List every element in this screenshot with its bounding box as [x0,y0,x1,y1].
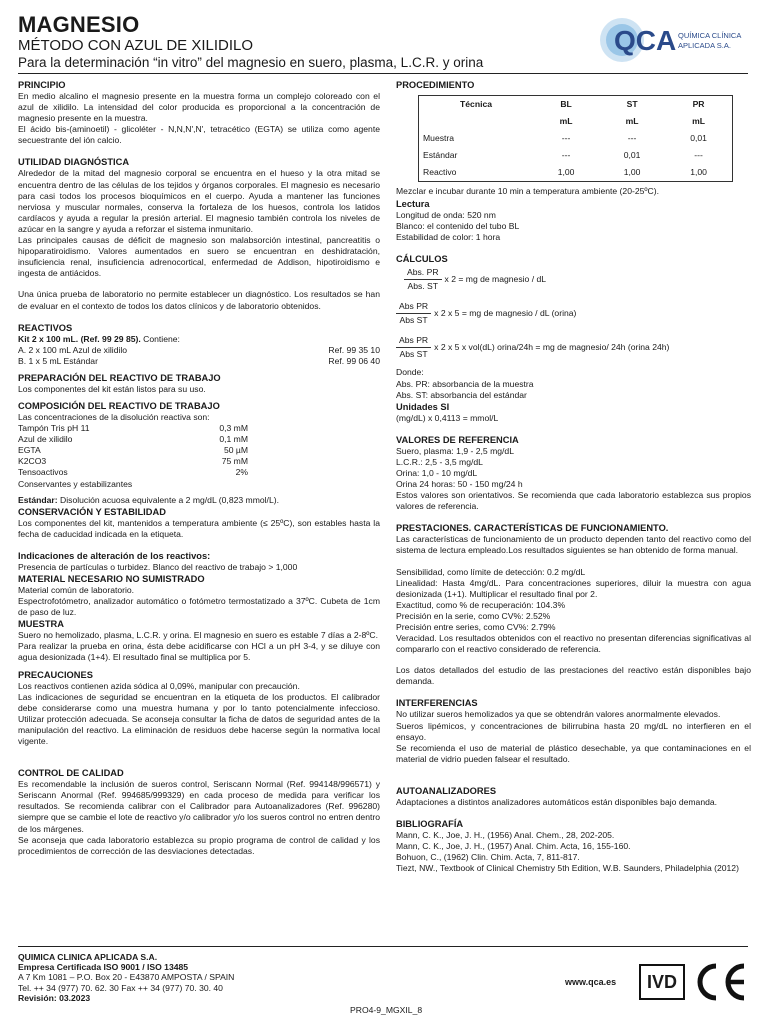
formula: $\frac{\text{Abs. PR}}{\text{Abs. ST}}$ x 2 = mg de magnesio / dL [404,267,751,292]
conservacion-title: CONSERVACIÓN Y ESTABILIDAD [18,506,166,517]
muestra-title: MUESTRA [18,619,64,630]
prestaciones-linealidad: Linealidad: Hasta 4mg/dL. Para concentraciones superiores, diluir la muestra con agua desionizada (1+1). Multiplicar el resultado final por 2. [396,577,751,599]
prestaciones-datos: Los datos detallados del estudio de las prestaciones del reactivo están disponibles bajo demanda. [396,665,751,687]
prestaciones-precision-serie: Precisión en la serie, como CV%: 2.52% [396,610,551,621]
reactivos-title: REACTIVOS [18,322,73,333]
doc-description: Para la determinación “in vitro” del magnesio en suero, plasma, L.C.R. y orina [18,55,484,70]
table-header-row: Técnica BL ST PR [460,99,705,109]
prestaciones-exactitud: Exactitud, como % de recuperación: 104.3% [396,599,566,610]
composicion-row: Azul de xilidilo 0,1 mM [18,434,248,445]
utilidad-title: UTILIDAD DIAGNÓSTICA [18,157,130,168]
lectura-line: Estabilidad de color: 1 hora [396,231,501,242]
principio-p2: El ácido bis-(aminoetil) - glicoléter - N,N,N',N', tetracético (EGTA) se utiliza como agente secuestrante del ión calcio. [18,124,380,146]
lectura-title: Lectura [396,198,430,209]
calculos-title: CÁLCULOS [396,253,448,264]
table-row: Estándar --- 0,01 --- [423,150,703,161]
composicion-row: Tensoactivos 2% [18,467,248,478]
footer-divider [18,946,748,947]
interferencias-p2: Sueros lipémicos, y concentraciones de bilirrubina hasta 20 mg/dL no interfieren en el ensayo. [396,720,751,742]
reactivo-item: B. 1 x 5 mL Estándar Ref. 99 06 40 [18,355,380,366]
prestaciones-intro: Las características de funcionamiento de un producto dependen tanto del reactivo como del sistema de lectura empleado.Los resultados siguientes se han obtenido de forma manual. [396,534,751,556]
conservacion-text: Los componentes del kit, mantenidos a temperatura ambiente (≤ 25ºC), son estables hasta la fecha de caducidad indicada en la etiqueta. [18,517,380,539]
lectura-line: Blanco: el contenido del tubo BL [396,220,520,231]
ce-mark-icon [690,960,750,1004]
valores-line: L.C.R.: 2,5 - 3,5 mg/dL [396,456,483,467]
reactivo-item: A. 2 x 100 mL Azul de xilidilo Ref. 99 35 10 [18,344,380,355]
doc-title: MAGNESIO [18,12,140,37]
preparacion-title: PREPARACIÓN DEL REACTIVO DE TRABAJO [18,372,221,383]
interferencias-title: INTERFERENCIAS [396,698,478,709]
doc-subtitle: MÉTODO CON AZUL DE XILIDILO [18,37,254,54]
footer-company: QUIMICA CLINICA APLICADA S.A. [18,952,158,962]
interferencias-p3: Se recomienda el uso de material de plástico desechable, ya que contaminaciones en el material de vidrio pueden falsear el resultado. [396,742,751,764]
reactivos-kit: Kit 2 x 100 mL. (Ref. 99 29 85). Contiene: [18,333,180,344]
principio-title: PRINCIPIO [18,80,66,90]
composicion-row: Tampón Tris pH 11 0,3 mM [18,423,248,434]
control-p1: Es recomendable la inclusión de sueros control, Seriscann Normal (Ref. 994148/996571) y Seriscann Anormal (Ref. 994685/999329) en cada proceso de medida para verificar los resultados. Se recomienda calibrar con el Calibrador para Autoanalizadores (Ref. 996280) siempre que se cambie el lote de reactivo y/o calibrador y/o los sueros control no entren dentro de los márgenes. [18,779,380,834]
composicion-title: COMPOSICIÓN DEL REACTIVO DE TRABAJO [18,400,220,411]
left-column [18,79,380,857]
control-title: CONTROL DE CALIDAD [18,768,124,779]
interferencias-p1: No utilizar sueros hemolizados ya que se obtendrán valores anormalmente elevados. [396,709,721,720]
footer-tel: Tel. ++ 34 (977) 70. 62. 30 Fax ++ 34 (977) 70. 30. 40 [18,982,223,993]
procedimiento-title: PROCEDIMIENTO [396,80,475,90]
material-title: MATERIAL NECESARIO NO SUMISTRADO [18,574,205,584]
lectura-line: Longitud de onda: 520 nm [396,209,496,220]
prestaciones-precision-entre: Precisión entre series, como CV%: 2.79% [396,622,556,632]
table-row: Muestra --- --- 0,01 [423,133,707,144]
donde-text: Donde: [396,367,424,378]
footer-website: www.qca.es [565,977,617,987]
composicion-intro: Las concentraciones de la disolución reactiva son: [18,411,210,422]
footer-cert: Empresa Certificada ISO 9001 / ISO 13485 [18,962,189,973]
ivd-mark: IVD [639,964,685,1000]
valores-line: Orina 24 horas: 50 - 150 mg/24 h [396,479,523,490]
bibliografia-ref: Mann, C. K., Joe, J. H., (1957) Anal. Chim. Acta, 16, 155-160. [396,841,631,852]
logo-letters: QCA [614,25,677,56]
prestaciones-title: PRESTACIONES. CARACTERÍSTICAS DE FUNCIONAMIENTO. [396,523,669,534]
composicion-estandar: Estándar: Disolución acuosa equivalente a 2 mg/dL (0,823 mmol/L). [18,494,279,505]
valores-line: Suero, plasma: 1,9 - 2,5 mg/dL [396,445,514,456]
incubar-text: Mezclar e incubar durante 10 min a temperatura ambiente (20-25ºC). [396,186,659,197]
unidades-title: Unidades SI [396,401,450,412]
header-divider [18,73,748,74]
utilidad-p3: Una única prueba de laboratorio no permite establecer un diagnóstico. Los resultados se han de evaluar en el contexto de todos los datos clínicos y de laboratorio obtenidos. [18,289,380,311]
prestaciones-veracidad: Veracidad. Los resultados obtenidos con el reactivo no presentan diferencias significativas al compararlo con el reactivo considerado de referencia. [396,633,751,655]
material-p1: Material común de laboratorio. [18,585,135,595]
utilidad-p2: Las principales causas de déficit de magnesio son malabsorción intestinal, pancreatitis o hipoparatiroidismo. Valores aumentados en suero se encuentran en deshidratación, insuficiencia renal, insuficiencia adrenocortical, enfermedad de Addison, hipotiroidismo e ingesta de antiácidos. [18,235,380,279]
abs-pr-text: Abs. PR: absorbancia de la muestra [396,378,534,389]
bibliografia-ref: Tiezt, NW., Textbook of Clinical Chemistry 5th Edition, W.B. Saunders, Philadelphia (2012) [396,863,739,874]
control-p2: Se aconseja que cada laboratorio establezca su propio programa de control de calidad y los procedimientos de corrección de las desviaciones detectadas. [18,834,380,856]
qca-logo [600,16,750,64]
alteracion-title: Indicaciones de alteración de los reactivos: [18,550,211,561]
precauciones-p1: Los reactivos contienen azida sódica al 0,09%, manipular con precaución. [18,680,300,691]
autoanalizadores-text: Adaptaciones a distintos analizadores automáticos están disponibles bajo demanda. [396,796,718,807]
alteracion-text: Presencia de partículas o turbidez. Blanco del reactivo de trabajo > 1,000 [18,561,298,572]
principio-p1: En medio alcalino el magnesio presente en la muestra forma un complejo coloreado con el azul de xilidilo. La intensidad del color producida es proporcional a la concentración de magnesio presente en la muestra. [18,91,380,124]
muestra-p2: Para realizar la prueba en orina, ésta debe acidificarse con HCl a un pH 3-4, y se diluye con agua desionizada (1+4). El resultado final se multiplica por 5. [18,641,380,663]
composicion-row: EGTA 50 µM [18,445,248,456]
table-units-row: mL mL mL [559,116,705,127]
footer-doc-code: PRO4-9_MGXIL_8 [350,1005,423,1015]
footer-revision: Revisión: 03.2023 [18,992,91,1003]
material-p2: Espectrofotómetro, analizador automático o fotómetro termostatizado a 37ºC. Cubeta de 1cm de paso de luz. [18,596,380,618]
preparacion-text: Los componentes del kit están listos para su uso. [18,383,206,394]
formula: $\frac{\text{Abs PR}}{\text{Abs ST}}$ x 2 x 5 x vol(dL) orina/24h = mg de magnesio/ 24h (orina 24h) [396,335,751,360]
valores-line: Orina: 1,0 - 10 mg/dL [396,467,478,478]
procedimiento-table [418,95,733,182]
formula: $\frac{\text{Abs PR}}{\text{Abs ST}}$ x 2 x 5 = mg de magnesio / dL (orina) [396,301,751,326]
composicion-row: K2CO3 75 mM [18,456,248,467]
footer-address: A 7 Km 1081 – P.O. Box 20 - E43870 AMPOSTA / SPAIN [18,972,235,983]
precauciones-title: PRECAUCIONES [18,669,93,680]
utilidad-p1: Alrededor de la mitad del magnesio corporal se encuentra en el hueso y la otra mitad se encuentra dentro de las células de los tejidos y órganos corporales. El magnesio es necesario para casi todos los procesos bioquímicos en el cuerpo. Ayuda a mantener las funciones nerviosa y muscular normales, conserva la fortaleza de los huesos, controla los latidos cardíacos y ayuda a regular la presión arterial. El magnesio también controla los niveles de azúcar en la sangre y ayuda a reforzar el sistema inmunitario. [18,168,380,234]
bibliografia-title: BIBLIOGRAFÍA [396,819,464,830]
valores-title: VALORES DE REFERENCIA [396,434,519,445]
precauciones-p2: Las indicaciones de seguridad se encuentran en la etiqueta de los productos. El calibrador debe considerarse como una muestra humana y por lo tanto potencialmente infeccioso. Utilizar protección adecuada. Se aconseja consultar la ficha de datos de seguridad antes de la manipulación del reactivo. La eliminación de residuos debe hacerse según la normativa local vigente. [18,691,380,747]
autoanalizadores-title: AUTOANALIZADORES [396,785,497,796]
bibliografia-ref: Mann, C. K., Joe, J. H., (1956) Anal. Chem., 28, 202-205. [396,830,615,841]
prestaciones-sensibilidad: Sensibilidad, como límite de detección: 0.2 mg/dL [396,566,586,577]
bibliografia-ref: Bohuon, C., (1962) Clin. Chim. Acta, 7, 811-817. [396,852,580,863]
unidades-text: (mg/dL) x 0,4113 = mmol/L [396,412,499,423]
composicion-conservantes: Conservantes y estabilizantes [18,478,133,489]
footer [18,952,234,1003]
valores-note: Estos valores son orientativos. Se recomienda que cada laboratorio establezca sus propios valores de referencia. [396,490,751,512]
logo-line2: APLICADA S.A. [678,41,731,50]
table-row: Reactivo 1,00 1,00 1,00 [423,167,707,178]
right-column [396,79,751,874]
muestra-p1: Suero no hemolizado, plasma, L.C.R. y orina. El magnesio en suero es estable 7 días a 2-8ºC. [18,630,378,641]
logo-line1: QUÍMICA CLÍNICA [678,31,742,40]
abs-st-text: Abs. ST: absorbancia del estándar [396,389,527,400]
